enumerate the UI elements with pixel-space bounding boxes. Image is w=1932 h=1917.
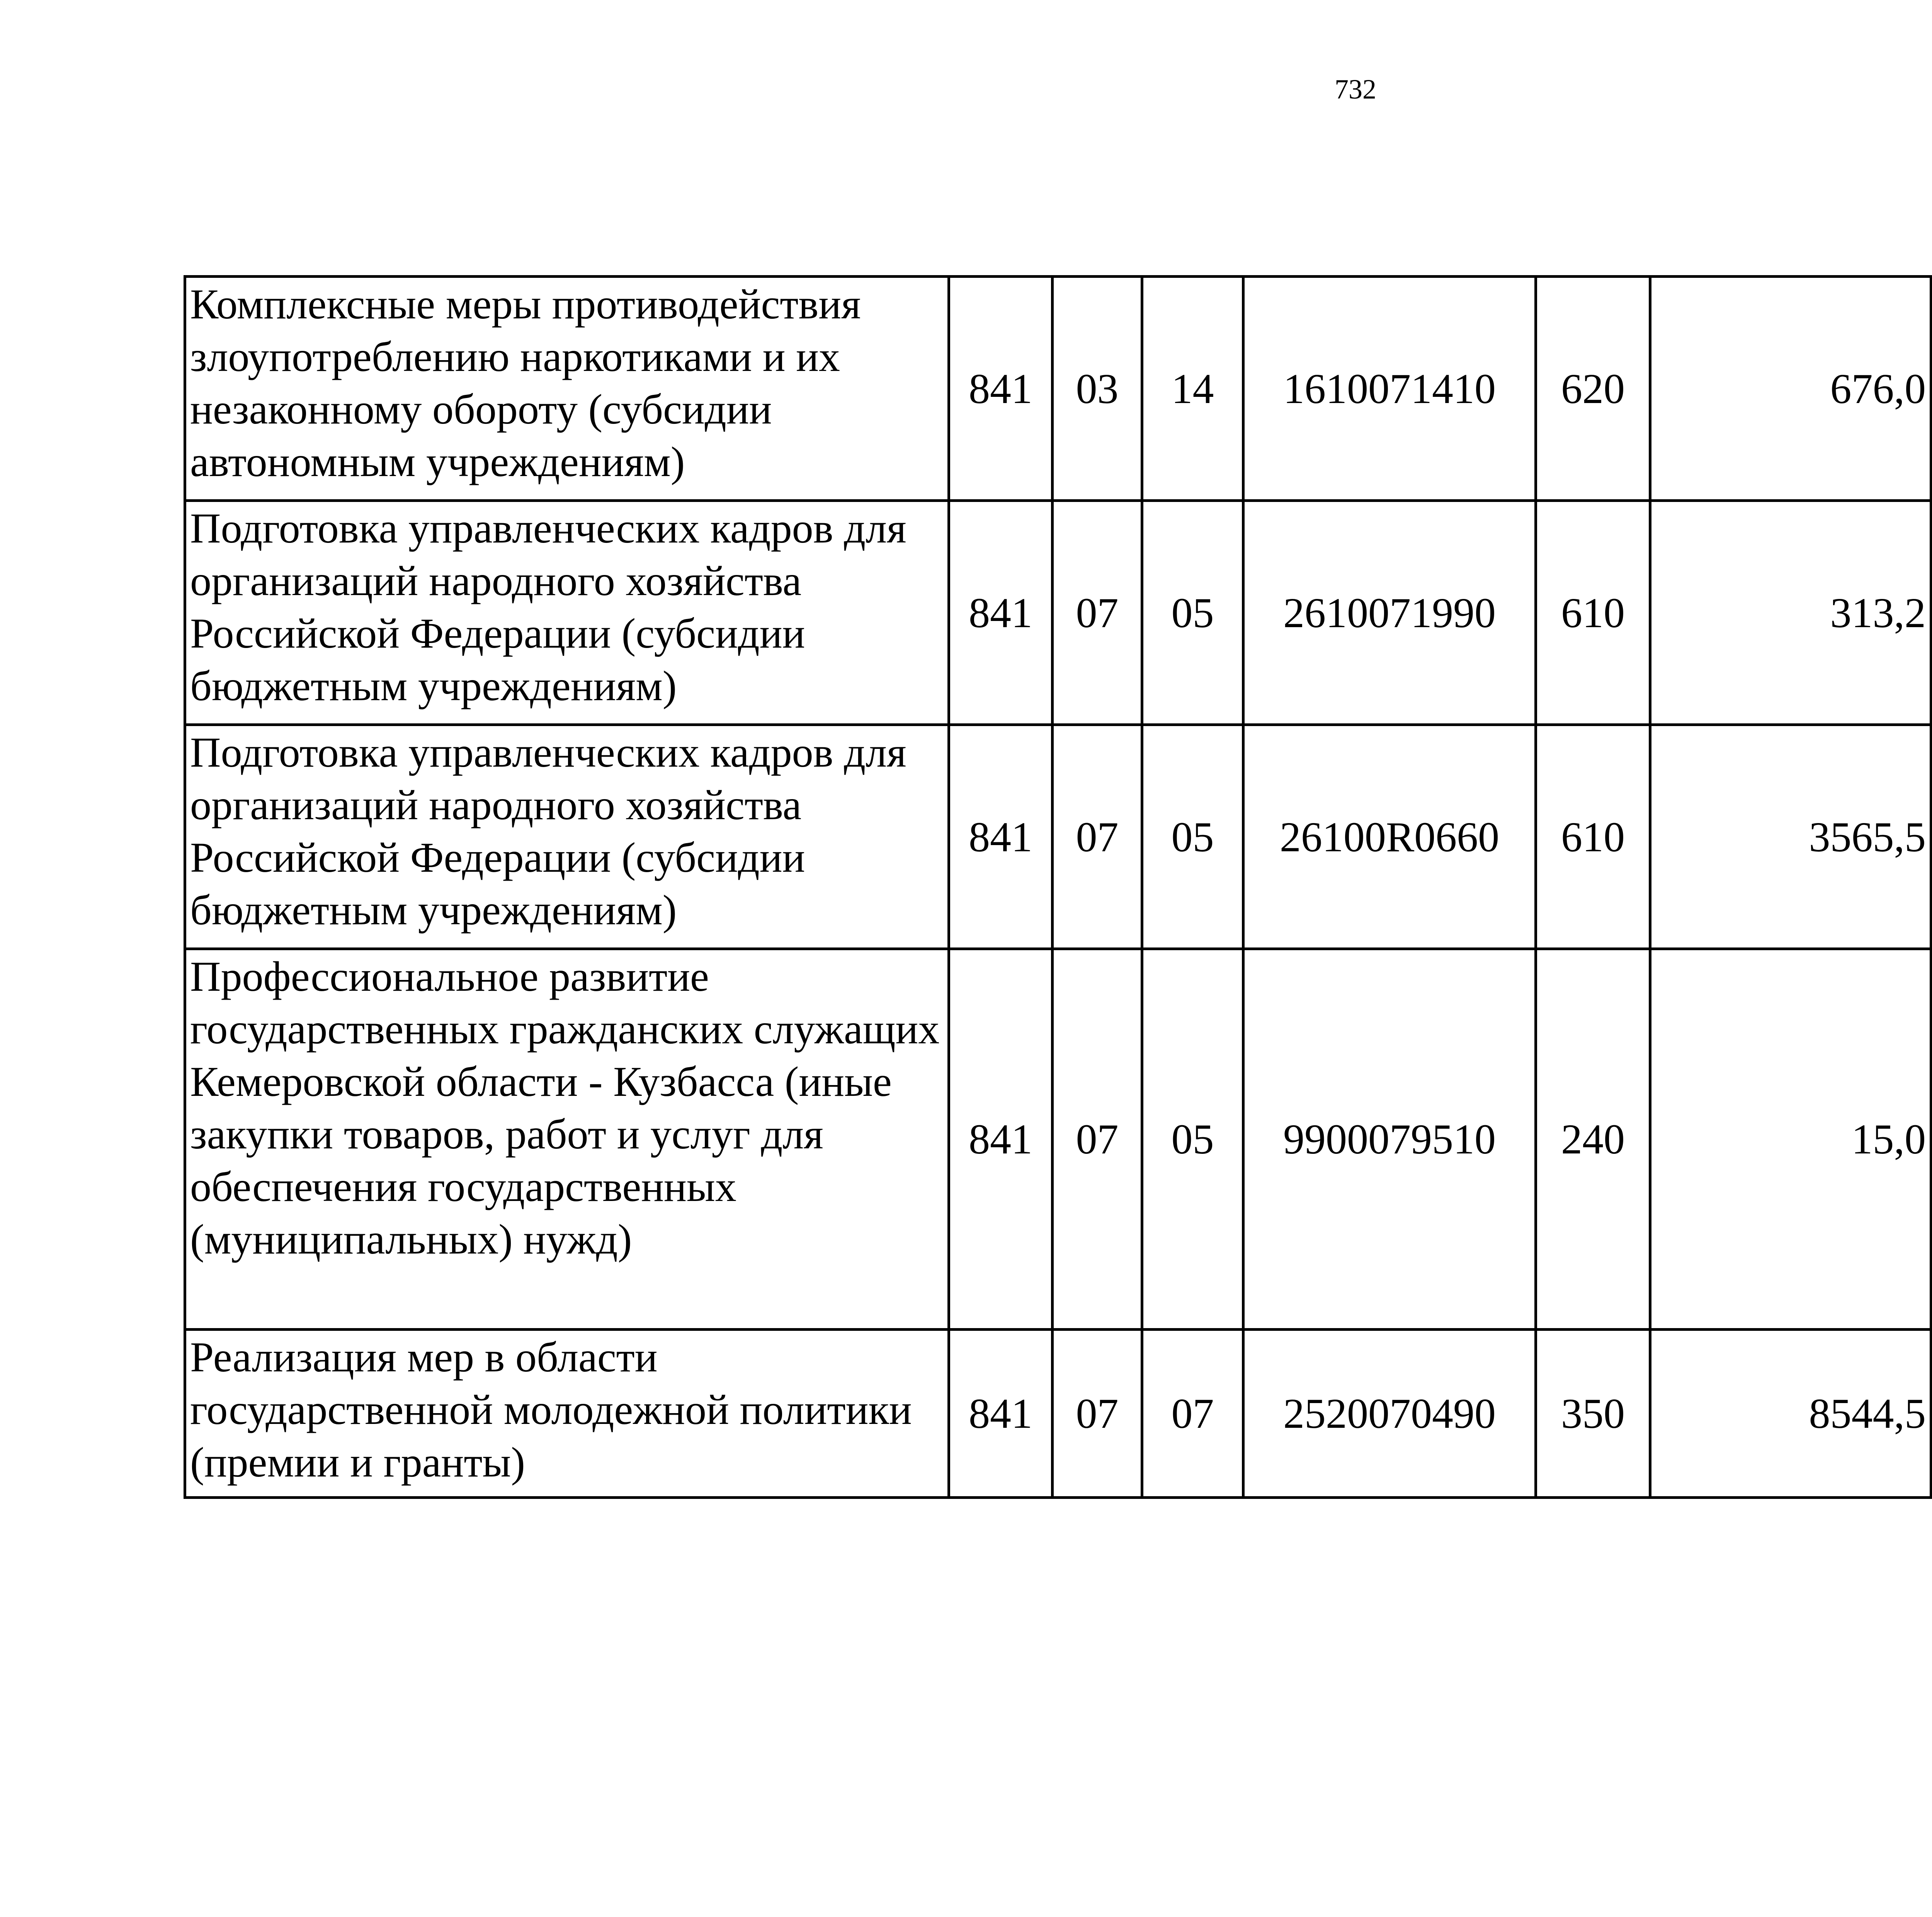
budget-table (184, 275, 1932, 1499)
target-item-code-cell: 2520070490 (1243, 1330, 1536, 1498)
expense-type-code-cell: 350 (1536, 1330, 1650, 1498)
target-item-code-cell: 1610071410 (1243, 277, 1536, 501)
subsection-code-cell: 05 (1142, 725, 1243, 949)
expense-type-code-cell: 620 (1536, 277, 1650, 501)
department-code-cell: 841 (949, 1330, 1053, 1498)
subsection-code-cell: 05 (1142, 949, 1243, 1330)
table-row (185, 501, 1932, 725)
target-item-code-cell: 9900079510 (1243, 949, 1536, 1330)
section-code-cell: 07 (1053, 1330, 1142, 1498)
page-number: 732 (1335, 74, 1376, 105)
amount-year-1-cell: 8544,5 (1650, 1330, 1931, 1498)
subsection-code-cell: 05 (1142, 501, 1243, 725)
table-row (185, 725, 1932, 949)
section-code-cell: 07 (1053, 501, 1142, 725)
subsection-code-cell: 14 (1142, 277, 1243, 501)
amount-year-1-cell: 313,2 (1650, 501, 1931, 725)
target-item-code-cell: 2610071990 (1243, 501, 1536, 725)
department-code-cell: 841 (949, 949, 1053, 1330)
amount-year-1-cell: 15,0 (1650, 949, 1931, 1330)
expense-name-cell: Профессиональное развитие государственных гражданских служащих Кемеровской области - Кузбасса (иные закупки товаров, работ и услуг для обеспечения государственных (муниципальных) нужд) (185, 949, 949, 1330)
department-code-cell: 841 (949, 501, 1053, 725)
expense-type-code-cell: 240 (1536, 949, 1650, 1330)
amount-year-1-cell: 3565,5 (1650, 725, 1931, 949)
table-row (185, 949, 1932, 1330)
section-code-cell: 03 (1053, 277, 1142, 501)
section-code-cell: 07 (1053, 725, 1142, 949)
department-code-cell: 841 (949, 725, 1053, 949)
expense-type-code-cell: 610 (1536, 501, 1650, 725)
expense-name-cell: Реализация мер в области государственной молодежной политики (премии и гранты) (185, 1330, 949, 1498)
expense-name-cell: Подготовка управленческих кадров для организаций народного хозяйства Российской Федерации (субсидии бюджетным учреждениям) (185, 725, 949, 949)
amount-year-1-cell: 676,0 (1650, 277, 1931, 501)
table-row (185, 277, 1932, 501)
subsection-code-cell: 07 (1142, 1330, 1243, 1498)
table-row (185, 1330, 1932, 1498)
expense-name-cell: Комплексные меры противодействия злоупотреблению наркотиками и их незаконному обороту (субсидии автономным учреждениям) (185, 277, 949, 501)
expense-name-cell: Подготовка управленческих кадров для организаций народного хозяйства Российской Федерации (субсидии бюджетным учреждениям) (185, 501, 949, 725)
section-code-cell: 07 (1053, 949, 1142, 1330)
expense-type-code-cell: 610 (1536, 725, 1650, 949)
department-code-cell: 841 (949, 277, 1053, 501)
target-item-code-cell: 26100R0660 (1243, 725, 1536, 949)
